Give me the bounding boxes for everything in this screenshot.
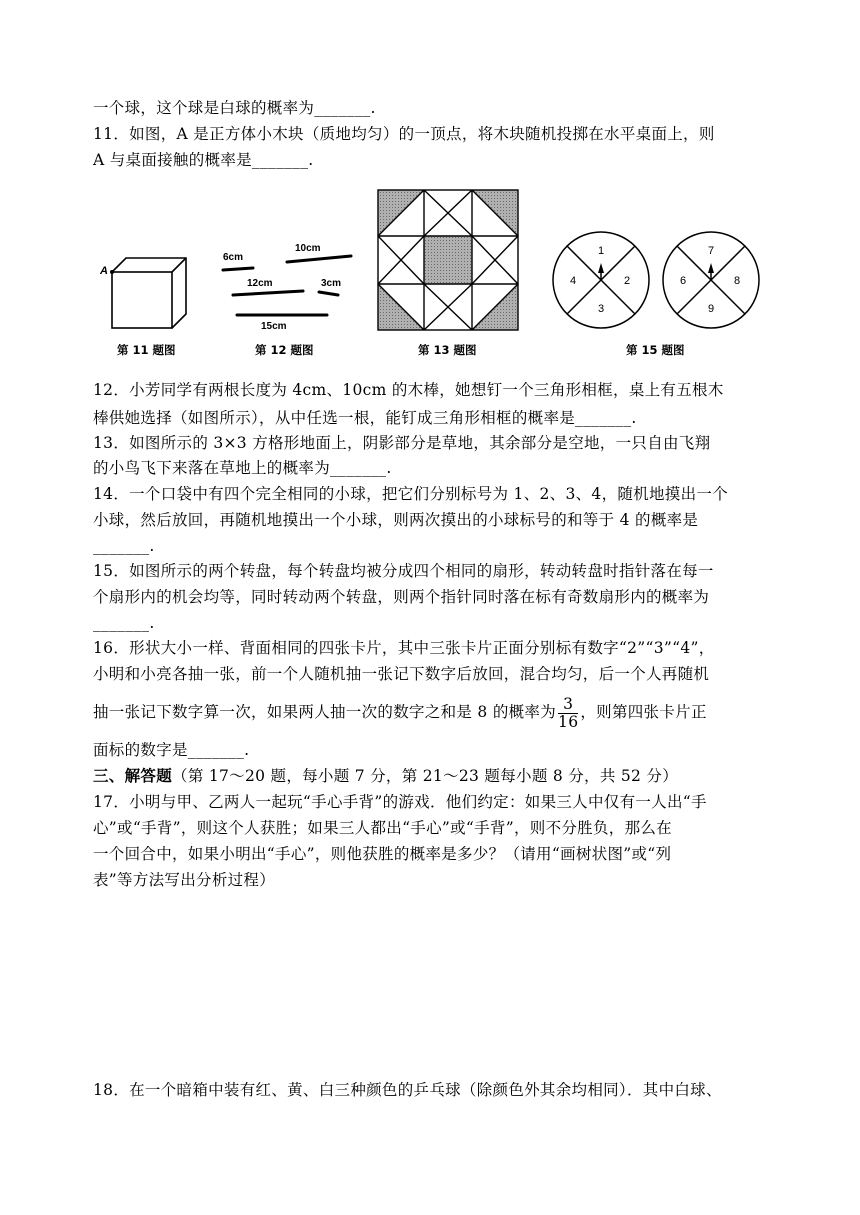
s1-sector-1: 1 xyxy=(598,245,605,257)
spinner-2-pointer xyxy=(708,263,714,273)
q10-tail: 一个球，这个球是白球的概率为_______. xyxy=(93,99,376,117)
label-6cm: 6cm xyxy=(223,252,244,263)
shade-center xyxy=(424,236,472,284)
s1-sector-4: 4 xyxy=(570,275,577,287)
s1-sector-3: 3 xyxy=(598,303,605,315)
q13-line2: 的小鸟飞下来落在草地上的概率为_______. xyxy=(93,459,392,477)
stick-3cm xyxy=(319,292,338,295)
probability-fraction xyxy=(558,696,578,731)
q14-line1: 14．一个口袋中有四个完全相同的小球，把它们分别标号为 1、2、3、4，随机地摸出一个 xyxy=(93,485,728,503)
s2-sector-9: 9 xyxy=(708,303,715,315)
fraction-numerator: 3 xyxy=(558,696,578,714)
q16-line3 xyxy=(93,692,773,732)
q12-line2: 棒供她选择（如图所示），从中任选一根，能钉成三角形相框的概率是_______. xyxy=(93,409,637,427)
q12-line1: 12．小芳同学有两根长度为 4cm、10cm 的木棒，她想钉一个三角形相框，桌上有五根木 xyxy=(93,381,724,399)
fig15-caption: 第 15 题图 xyxy=(626,343,685,357)
fig12-caption: 第 12 题图 xyxy=(255,343,314,357)
label-3cm: 3cm xyxy=(321,278,342,289)
stick-12cm xyxy=(233,291,303,295)
q16-line2: 小明和小亮各抽一张，前一个人随机抽一张记下数字后放回，混合均匀，后一个人再随机 xyxy=(93,665,710,683)
q15-line3: _______. xyxy=(93,614,155,632)
label-12cm: 12cm xyxy=(247,278,273,289)
q18-line1: 18．在一个暗箱中装有红、黄、白三种颜色的乒乓球（除颜色外其余均相同）．其中白球、 xyxy=(93,1081,722,1099)
q17-line3: 一个回合中，如果小明出“手心”，则他获胜的概率是多少？（请用“画树状图”或“列 xyxy=(93,845,672,863)
fig11-cube xyxy=(96,250,196,332)
q15-line2: 个扇形内的机会均等，同时转动两个转盘，则两个指针同时落在标有奇数扇形内的概率为 xyxy=(93,588,710,606)
q16-text-before: 抽一张记下数字算一次，如果两人抽一次的数字之和是 8 的概率为 xyxy=(93,703,557,721)
q15-line1: 15．如图所示的两个转盘，每个转盘均被分成四个相同的扇形，转动转盘时指针落在每一 xyxy=(93,562,714,580)
q16-text-after: ，则第四张卡片正 xyxy=(580,703,707,721)
label-10cm: 10cm xyxy=(295,243,321,254)
q16-line4: 面标的数字是_______. xyxy=(93,741,250,759)
label-15cm: 15cm xyxy=(261,321,287,332)
s2-sector-7: 7 xyxy=(708,245,715,257)
fig13-grid xyxy=(377,189,519,331)
s2-sector-6: 6 xyxy=(680,275,687,287)
q17-line2: 心”或“手背”，则这个人获胜；如果三人都出“手心”或“手背”，则不分胜负，那么在 xyxy=(93,819,672,837)
section3-title: 三、解答题 xyxy=(93,766,173,785)
stick-10cm xyxy=(287,256,351,262)
q11-line1: 11．如图，A 是正方体小木块（质地均匀）的一顶点，将木块随机投掷在水平桌面上，则 xyxy=(93,125,715,143)
q17-line4: 表”等方法写出分析过程） xyxy=(93,871,276,889)
q17-line1: 17．小明与甲、乙两人一起玩“手心手背”的游戏．他们约定：如果三人中仅有一人出“手 xyxy=(93,793,707,811)
q16-line1: 16．形状大小一样、背面相同的四张卡片，其中三张卡片正面分别标有数字“2”“3”“4”， xyxy=(93,639,715,657)
fig15-spinners xyxy=(548,228,766,332)
s1-sector-2: 2 xyxy=(624,275,631,287)
fig12-sticks xyxy=(215,238,365,334)
fig13-caption: 第 13 题图 xyxy=(418,343,477,357)
q14-line2: 小球，然后放回，再随机地摸出一个小球，则两次摸出的小球标号的和等于 4 的概率是 xyxy=(93,511,699,529)
fraction-denominator: 16 xyxy=(558,712,579,731)
q14-line3: _______. xyxy=(93,537,155,555)
section3-heading xyxy=(93,766,773,786)
spinner-1-pointer xyxy=(598,263,604,273)
fig11-vertex-label: A xyxy=(100,265,108,277)
stick-6cm xyxy=(223,268,253,270)
q13-line1: 13．如图所示的 3×3 方格形地面上，阴影部分是草地，其余部分是空地，一只自由飞翔 xyxy=(93,434,711,452)
q11-line2: A 与桌面接触的概率是_______. xyxy=(93,151,314,169)
section3-note: （第 17～20 题，每小题 7 分，第 21～23 题每小题 8 分，共 52 分） xyxy=(172,767,679,785)
s2-sector-8: 8 xyxy=(734,275,741,287)
fig11-caption: 第 11 题图 xyxy=(117,343,176,357)
